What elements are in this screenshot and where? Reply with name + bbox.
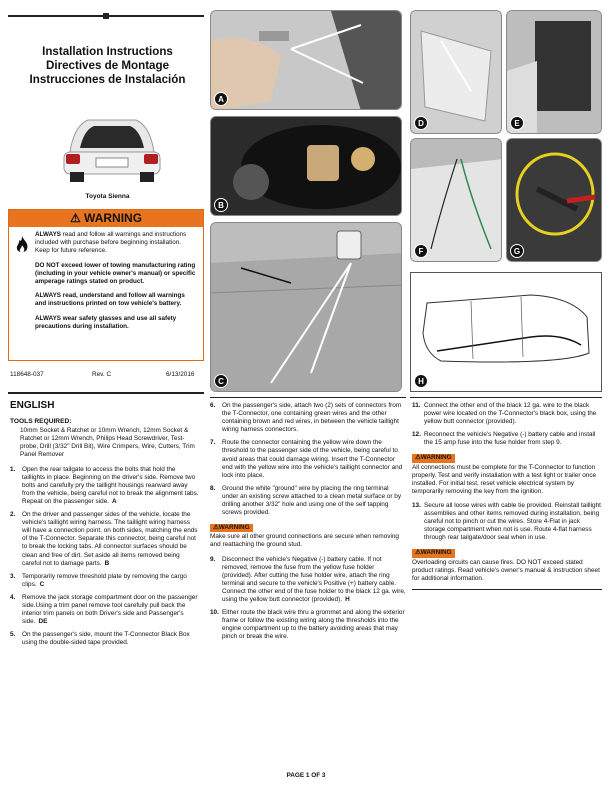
step-item (210, 439, 406, 479)
warning-p2: DO NOT exceed lower of towing manufacturing rating (including in your vehicle owner's manual) or specific amperage ratings stated on product. (35, 261, 196, 286)
step-item (210, 402, 406, 434)
warning-4-text: Overloading circuits can cause fires. DO NOT exceed stated product ratings. Read vehicle's owner's manual & instruction sheet for additional information. (412, 558, 600, 582)
warning-3-label: ⚠WARNING (412, 454, 455, 462)
column-1 (10, 402, 200, 652)
warning-2-text: Make sure all other ground connections are secure when removing and reattaching the ground stud. (210, 533, 399, 549)
step-item (10, 573, 200, 589)
warning-heading: ⚠ WARNING (9, 210, 203, 227)
step-item (412, 431, 602, 447)
top-marker (103, 13, 109, 19)
tools-list: 10mm Socket & Ratchet or 10mm Wrench, 12mm Socket & Ratchet or 12mm Wrench, Philips Head Screwdriver, Test-probe, Drill (3/32" Drill Bit), Wire Crimpers, Wire, Cutters, Trim Panel Remover (20, 427, 195, 459)
step-item (412, 402, 602, 426)
tools-heading: TOOLS REQUIRED: (10, 418, 72, 426)
column-3-end-rule (412, 589, 602, 590)
warning-body (9, 227, 203, 341)
badge-h: H (414, 374, 428, 388)
figure-ref: DE (38, 618, 48, 626)
step-number: 9. (210, 555, 216, 563)
photo-a-illustration (211, 11, 402, 110)
step-item (10, 594, 200, 626)
step-item (210, 609, 406, 641)
step-item (10, 631, 200, 647)
warning-triangle-icon: ⚠ (415, 454, 421, 462)
photo-f (410, 138, 502, 262)
warning-triangle-icon: ⚠ (213, 524, 219, 532)
steps-11-12 (412, 402, 602, 447)
step-text: Disconnect the vehicle's Negative (-) battery cable. If not removed, remove the fuse from the yellow fuse holder (provided). After cutting the fuse holder wire, attach the ring terminal and secure to the vehicle's Positive (+) battery cable. Connect the other end of the fuse holder to the black 12 ga. wire, using the yellow butt connector (provided). (222, 555, 406, 603)
warning-p3: ALWAYS read, understand and follow all warnings and instructions printed on tow vehicle's battery. (35, 292, 185, 308)
step-13 (412, 502, 602, 542)
photo-f-illustration (411, 139, 502, 262)
warning-triangle-icon: ⚠ (415, 549, 421, 557)
warning-4-label: ⚠WARNING (412, 549, 455, 557)
column-2 (210, 402, 406, 646)
step-text: Connect the other end of the black 12 ga. wire to the black power wire located on the T-Connector's black box, using the yellow butt connector (provided). (424, 402, 597, 426)
step-item (210, 485, 406, 517)
photo-c-illustration (211, 223, 402, 392)
step-text: Either route the black wire thru a grommet and along the exterior frame or follow the existing wiring along the thresholds into the engine compartment up to the battery avoiding areas that may pinch or break the wire. (222, 609, 405, 641)
step-text: Temporarily remove threshold plate by removing the cargo clips. (22, 572, 187, 588)
step-number: 2. (10, 511, 16, 519)
bottom-rule-left (8, 392, 204, 394)
step-number: 12. (412, 431, 421, 439)
title-es: Instrucciones de Instalación (29, 73, 186, 86)
step-number: 6. (210, 402, 216, 409)
warning-p4: ALWAYS wear safety glasses and use all safety precautions during installation. (35, 314, 177, 330)
photo-g-illustration (507, 139, 602, 262)
badge-c: C (214, 374, 228, 388)
vehicle-image (56, 108, 168, 186)
step-number: 10. (210, 609, 219, 617)
step-text: Ground the white "ground" wire by placing the ring terminal under an existing screw attached to a clean metal surface or by drilling another 3/32" hole and using one of the self tapping screws provided. (222, 484, 402, 517)
photo-c (210, 222, 402, 392)
date: 6/13/2016 (166, 371, 195, 378)
step-text: Open the rear tailgate to access the bolts that hold the taillights in place. Beginning on the driver's side. Remove two bolts and carefully pry the taillight housings rearward away from the vehicle, being careful not to break the alignment tabs. Repeat on the passenger side. (22, 465, 199, 505)
step-number: 13. (412, 501, 421, 509)
photo-e (506, 10, 602, 134)
badge-f: F (414, 244, 428, 258)
figure-ref: A (112, 497, 117, 505)
part-number: 118648-037 (10, 371, 44, 378)
page-title (20, 45, 195, 87)
step-number: 7. (210, 439, 216, 447)
step-item (10, 511, 200, 568)
step-text: Route the connector containing the yellow wire down the threshold to the passenger side of the vehicle, being careful to avoid areas that could damage wiring. Insert the T-Connector end with the yellow wire into the vehicle's taillight connector and lock into place. (222, 439, 403, 479)
figure-ref: C (39, 580, 45, 588)
title-fr: Directives de Montage (45, 59, 170, 72)
step-item (412, 502, 602, 542)
column-3 (412, 402, 602, 590)
badge-e: E (510, 116, 524, 130)
step-text: On the driver and passenger sides of the vehicle, locate the vehicle's taillight wiring harness. The taillight wiring harness will have a connection point, on both sides, matching the ends of the T-Connector. Separate this connector, being careful not to break the locking tabs. All connector surfaces should be clean and free of dirt. Set aside all items removed being careful not to damage parts. (22, 511, 198, 567)
badge-d: D (414, 116, 428, 130)
badge-b: B (214, 198, 228, 212)
step-text: On the passenger's side, mount the T-Connector Black Box using the double-sided tape provided. (22, 631, 190, 647)
step-number: 11. (412, 402, 421, 409)
badge-a: A (214, 92, 228, 106)
warning-3-text: All connections must be complete for the T-Connector to function properly. Test and verify installation with a test light or trailer once installed. For initial test, reset vehicle electrical system by temporarily removing the key from the ignition. (412, 463, 597, 495)
photo-b-illustration (211, 117, 402, 216)
step-item (10, 466, 200, 506)
step-number: 5. (10, 631, 16, 639)
photo-d (410, 10, 502, 134)
step-text: Secure all loose wires with cable tie provided. Reinstall taillight assemblies and other items removed during installation, being careful not to pinch or cut the wires. Store 4-Flat in jack storage compartment when not is use. Route 4-flat harness through rear tailgate/door seal when in use. (424, 501, 601, 542)
vehicle-caption: Toyota Sienna (85, 193, 130, 200)
step-text: Reconnect the vehicle's Negative (-) battery cable and install the 15 amp fuse into the fuse holder from step 9. (424, 431, 596, 447)
page-number: PAGE 1 OF 3 (286, 772, 326, 779)
photo-g (506, 138, 602, 262)
warning-box (8, 209, 204, 361)
step-number: 1. (10, 465, 16, 473)
step-number: 4. (10, 593, 16, 601)
divider-1 (210, 397, 406, 398)
photo-e-illustration (507, 11, 602, 134)
step-item (210, 556, 406, 605)
warning-2-label: ⚠WARNING (210, 524, 253, 532)
section-heading: ENGLISH (10, 400, 55, 411)
fire-icon (13, 235, 31, 255)
photo-d-illustration (411, 11, 502, 134)
revision: Rev. C (92, 371, 112, 378)
photo-h-illustration (411, 273, 602, 392)
photo-h (410, 272, 602, 392)
step-number: 8. (210, 484, 216, 492)
step-number: 3. (10, 572, 16, 580)
title-en: Installation Instructions (42, 45, 173, 58)
step-text: Remove the jack storage compartment door on the passenger side.Using a trim panel remove tool carefully pull back the interior trim panels on both Driver's side and Passenger's side. (22, 593, 198, 626)
figure-ref: B (104, 559, 110, 567)
steps-1-5 (10, 466, 200, 648)
warning-p1: ALWAYS read and follow all warnings and instructions included with purchase before beginning installation. Keep for future reference. (35, 231, 187, 255)
steps-9-10 (210, 556, 406, 642)
figure-ref: H (345, 595, 350, 603)
warning-triangle-icon: ⚠ (69, 211, 81, 225)
badge-g: G (510, 244, 524, 258)
photo-a (210, 10, 402, 110)
divider-2 (410, 397, 602, 398)
photo-b (210, 116, 402, 216)
step-text: On the passenger's side, attach two (2) sets of connectors from the T-Connector, one containing green wires and the other containing brown and red wires, in between the vehicle taillight wiring harness connectors. (222, 402, 402, 434)
steps-6-8 (210, 402, 406, 517)
